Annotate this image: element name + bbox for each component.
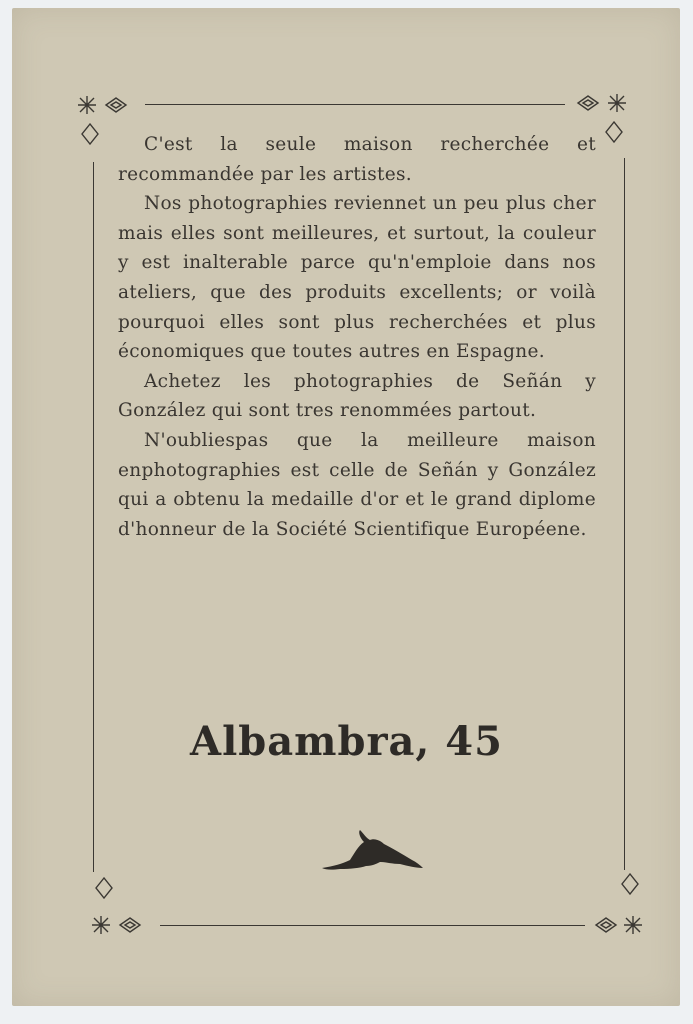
advertisement-text [118,130,596,544]
corner-flourish-icon [578,868,648,938]
corner-flourish-icon [90,872,160,942]
paragraph-1: C'est la seule maison recherchée et recommandée par les artistes. [118,134,596,185]
frame-top-line [145,104,565,105]
frame-bottom-line [160,925,585,926]
running-hare-icon [320,828,424,872]
frame-left-line [93,162,94,872]
paragraph-2: Nos photographies reviennet un peu plus cher mais elles sont meilleures, et surtout, la couleur y est inalterable parce qu'n'emploie dans nos ateliers, que des produits excellents; or voilà pourquoi elles sont plus recherchées et plus économiques que toutes autres en Espagne. [118,193,596,363]
paragraph-3: Achetez les photographies de Señán y González qui sont tres renommées partout. [118,370,596,422]
paragraph-4: N'oubliespas que la meilleure maison enphotographies est celle de Señán y González qui a obtenu la medaille d'or et le grand diplome d'honneur de la Société Scientifique Européene. [118,429,596,540]
studio-address: Albambra, 45 [190,718,503,765]
